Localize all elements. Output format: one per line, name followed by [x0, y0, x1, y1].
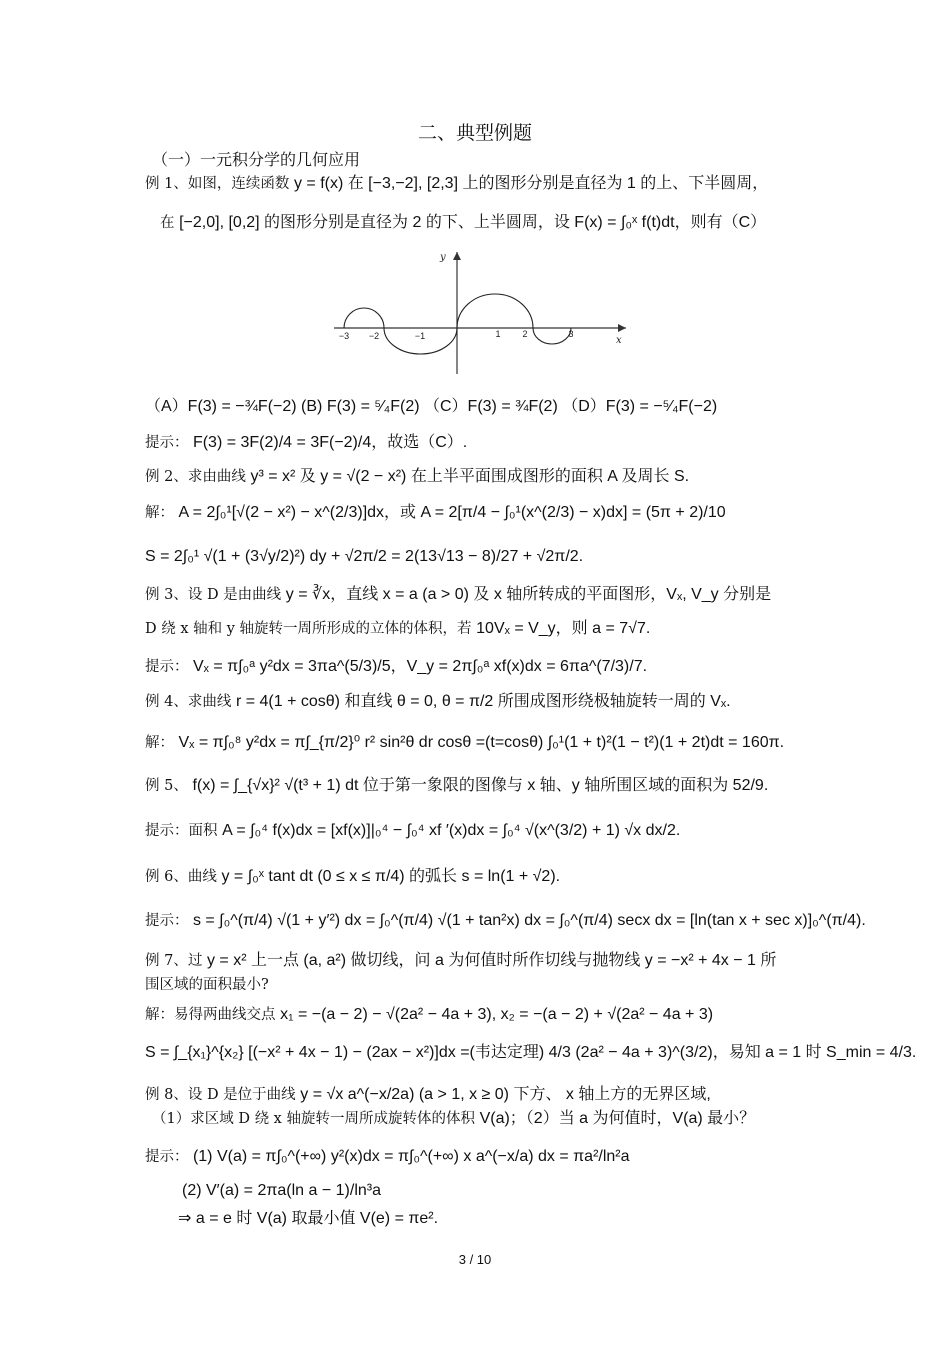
curve-upper-semicircle-left — [344, 308, 384, 328]
line-prose: 解： — [145, 505, 174, 521]
text-line-l16 — [145, 910, 866, 932]
text-line-l19 — [145, 1004, 815, 1026]
text-line-l24 — [182, 1180, 852, 1202]
line-math: Vₓ = π∫₀ᵃ y²dx = 3πa^(5/3)/5，V_y = 2π∫₀ᵃ xf(x)dx = 6πa^(7/3)/7. — [188, 658, 648, 675]
text-line-l13 — [145, 775, 815, 797]
line-prose: 提示： — [145, 1149, 189, 1165]
line-math: ⇒ a = e 时 V(a) 取最小值 V(e) = πe². — [178, 1210, 439, 1227]
text-line-l11 — [145, 691, 815, 713]
line-math: y = √x a^(−x/2a) (a > 1, x ≥ 0) 下方、 x 轴上方的无界区域, — [300, 1086, 711, 1103]
page-heading: 二、典型例题 — [417, 122, 532, 144]
text-line-l1 — [145, 173, 815, 195]
line-math: V(a)；（2）当 a 为何值时，V(a) 最小？ — [479, 1110, 756, 1127]
line-math: [−2,0], [0,2] 的图形分别是直径为 2 的下、上半圆周，设 F(x) = ∫₀ˣ f(t)dt，则有（C） — [179, 214, 767, 231]
text-line-l18 — [145, 974, 815, 996]
line-math: A = ∫₀⁴ f(x)dx = [xf(x)]|₀⁴ − ∫₀⁴ xf ′(x)dx = ∫₀⁴ √(x^(3/2) + 1) √x dx/2. — [222, 822, 681, 839]
line-math: Vₓ = π∫₀⁸ y²dx = π∫_{π/2}⁰ r² sin²θ dr cosθ =(t=cosθ) ∫₀¹(1 + t)²(1 − t²)(1 + 2t)dt = 160π. — [174, 734, 785, 751]
line-prose: 在 — [160, 215, 180, 231]
tick-label: 1 — [495, 329, 501, 339]
line-prose: 提示： — [145, 659, 189, 675]
line-prose: D 绕 x 轴和 y 轴旋转一周所形成的立体的体积，若 — [145, 621, 477, 637]
line-math: y = ∛x，直线 x = a (a > 0) 及 x 轴所转成的平面图形，Vₓ, V_y 分别是 — [285, 586, 772, 603]
line-prose: 例 4、求曲线 — [145, 694, 236, 710]
text-line-l5 — [145, 466, 815, 488]
text-line-l4 — [145, 432, 815, 454]
line-math: y = x² 上一点 (a, a²) 做切线，问 a 为何值时所作切线与抛物线 y = −x² + 4x − 1 所 — [206, 952, 777, 969]
y-axis-label: y — [440, 252, 446, 263]
text-line-l20 — [145, 1042, 917, 1064]
section-heading: （一）一元积分学的几何应用 — [152, 150, 361, 169]
curve-lower-semicircle-right — [533, 328, 574, 344]
text-line-l14 — [145, 820, 815, 842]
line-prose: 提示：面积 — [145, 823, 223, 839]
line-math: y = f(x) 在 [−3,−2], [2,3] 上的图形分别是直径为 1 的上、下半圆周， — [293, 175, 769, 192]
line-prose: 解： — [145, 735, 174, 751]
semicircle-graph-figure — [330, 248, 630, 376]
text-line-l2 — [160, 212, 830, 234]
text-line-l6 — [145, 502, 815, 524]
line-math: F(3) = 3F(2)/4 = 3F(−2)/4，故选（C）. — [188, 434, 468, 451]
line-prose: 提示： — [145, 435, 189, 451]
line-prose: 例 2、求由曲线 — [145, 469, 251, 485]
text-line-l21 — [145, 1084, 815, 1106]
line-prose: 例 8、设 D 是位于曲线 — [145, 1087, 301, 1103]
line-math: 10Vₓ = V_y，则 a = 7√7. — [476, 620, 651, 637]
line-prose: 解：易得两曲线交点 — [145, 1007, 281, 1023]
y-axis-arrow — [453, 252, 461, 260]
line-math: A = 2∫₀¹[√(2 − x²) − x^(2/3)]dx，或 A = 2[π/4 − ∫₀¹(x^(2/3) − x)dx] = (5π + 2)/10 — [174, 504, 726, 521]
line-prose: 提示： — [145, 913, 189, 929]
line-prose: （1）求区域 D 绕 x 轴旋转一周所成旋转体的体积 — [152, 1111, 480, 1127]
text-line-l12 — [145, 732, 815, 754]
tick-label: −1 — [414, 331, 426, 341]
text-line-l3 — [145, 396, 815, 418]
line-math: S = ∫_{x₁}^{x₂} [(−x² + 4x − 1) − (2ax − x²)]dx =(韦达定理) 4/3 (2a² − 4a + 3)^(3/2)，易知 a = 1 时 S_min = 4/3. — [145, 1044, 917, 1061]
line-math: s = ∫₀^(π/4) √(1 + y′²) dx = ∫₀^(π/4) √(1 + tan²x) dx = ∫₀^(π/4) secx dx = [ln(tan x + sec x)]₀^(π/4). — [188, 912, 866, 929]
line-prose: 围区域的面积最小? — [145, 977, 269, 993]
line-math: (2) V′(a) = 2πa(ln a − 1)/ln³a — [182, 1182, 382, 1199]
page-number: 3 / 10 — [458, 1252, 492, 1267]
text-line-l25 — [178, 1208, 848, 1230]
text-line-l15 — [145, 866, 815, 888]
text-line-l8 — [145, 584, 815, 606]
text-line-l7 — [145, 546, 815, 568]
tick-label: −2 — [368, 331, 380, 341]
x-axis-arrow — [618, 324, 626, 332]
text-line-l17 — [145, 950, 815, 972]
line-prose: 例 3、设 D 是由曲线 — [145, 587, 286, 603]
line-math: S = 2∫₀¹ √(1 + (3√y/2)²) dy + √2π/2 = 2(13√13 − 8)/27 + √2π/2. — [145, 548, 584, 565]
text-line-l9 — [145, 618, 815, 640]
line-prose: 例 5、 — [145, 778, 193, 794]
line-math: x₁ = −(a − 2) − √(2a² − 4a + 3), x₂ = −(a − 2) + √(2a² − 4a + 3) — [280, 1006, 714, 1023]
text-line-l23 — [145, 1146, 815, 1168]
line-math: r = 4(1 + cosθ) 和直线 θ = 0, θ = π/2 所围成图形绕极轴旋转一周的 Vₓ. — [235, 693, 731, 710]
tick-label: 2 — [522, 329, 528, 339]
text-line-l10 — [145, 656, 815, 678]
line-math: f(x) = ∫_{√x}² √(t³ + 1) dt 位于第一象限的图像与 x 轴、y 轴所围区域的面积为 52/9. — [192, 777, 769, 794]
line-math: y = ∫₀ˣ tant dt (0 ≤ x ≤ π/4) 的弧长 s = ln(1 + √2). — [221, 868, 561, 885]
x-axis-label: x — [616, 335, 622, 346]
line-math: y³ = x² 及 y = √(2 − x²) 在上半平面围成图形的面积 A 及周长 S. — [250, 468, 690, 485]
line-prose: 例 7、过 — [145, 953, 207, 969]
line-math: （A）F(3) = −¾F(−2) (B) F(3) = ⁵⁄₄F(2) （C）F(3) = ¾F(2) （D）F(3) = −⁵⁄₄F(−2) — [145, 398, 718, 415]
tick-label: 3 — [568, 329, 574, 339]
line-prose: 例 6、曲线 — [145, 869, 222, 885]
tick-label: −3 — [338, 331, 350, 341]
curve-upper-semicircle-right — [457, 294, 533, 328]
line-prose: 例 1、如图，连续函数 — [145, 176, 294, 192]
text-line-l22 — [152, 1108, 822, 1130]
line-math: (1) V(a) = π∫₀^(+∞) y²(x)dx = π∫₀^(+∞) x a^(−x/a) dx = πa²/ln²a — [188, 1148, 630, 1165]
